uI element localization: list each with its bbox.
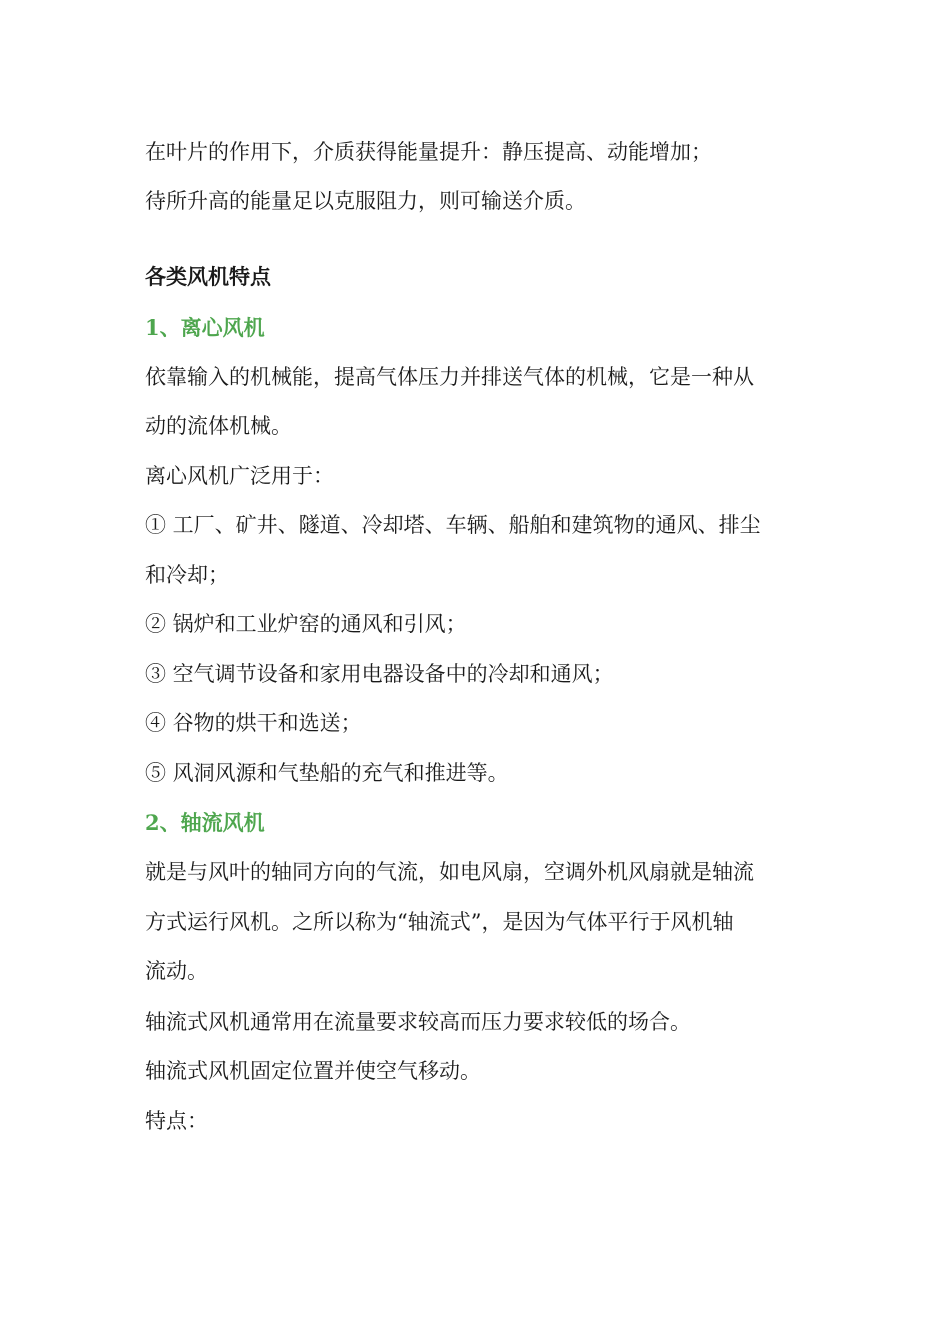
heading-axial-fan: 2、轴流风机: [145, 810, 265, 835]
axial-usage: 轴流式风机通常用在流量要求较高而压力要求较低的场合。: [145, 1010, 691, 1034]
axial-features-label: 特点：: [145, 1109, 208, 1133]
usage-item-2: ② 锅炉和工业炉窑的通风和引风；: [145, 612, 467, 636]
intro-line-2: 待所升高的能量足以克服阻力，则可输送介质。: [145, 189, 586, 213]
centrifugal-desc-line-1: 依靠输入的机械能，提高气体压力并排送气体的机械，它是一种从: [145, 365, 754, 389]
usage-item-5: ⑤ 风洞风源和气垫船的充气和推进等。: [145, 761, 509, 785]
heading-centrifugal-fan: 1、离心风机: [145, 315, 265, 340]
usage-item-4: ④ 谷物的烘干和选送；: [145, 711, 362, 735]
axial-desc-line-1: 就是与风叶的轴同方向的气流，如电风扇，空调外机风扇就是轴流: [145, 860, 754, 884]
usage-item-1-line-1: ① 工厂、矿井、隧道、冷却塔、车辆、船舶和建筑物的通风、排尘: [145, 513, 761, 537]
axial-desc-line-3: 流动。: [145, 959, 208, 983]
usage-item-3: ③ 空气调节设备和家用电器设备中的冷却和通风；: [145, 662, 614, 686]
axial-fixed-position: 轴流式风机固定位置并使空气移动。: [145, 1059, 481, 1083]
section-title: 各类风机特点: [145, 264, 271, 289]
centrifugal-usage-intro: 离心风机广泛用于：: [145, 464, 334, 488]
centrifugal-desc-line-2: 动的流体机械。: [145, 414, 292, 438]
axial-desc-line-2: 方式运行风机。之所以称为“轴流式”，是因为气体平行于风机轴: [145, 910, 734, 934]
intro-line-1: 在叶片的作用下，介质获得能量提升：静压提高、动能增加；: [145, 140, 712, 164]
usage-item-1-line-2: 和冷却；: [145, 563, 229, 587]
